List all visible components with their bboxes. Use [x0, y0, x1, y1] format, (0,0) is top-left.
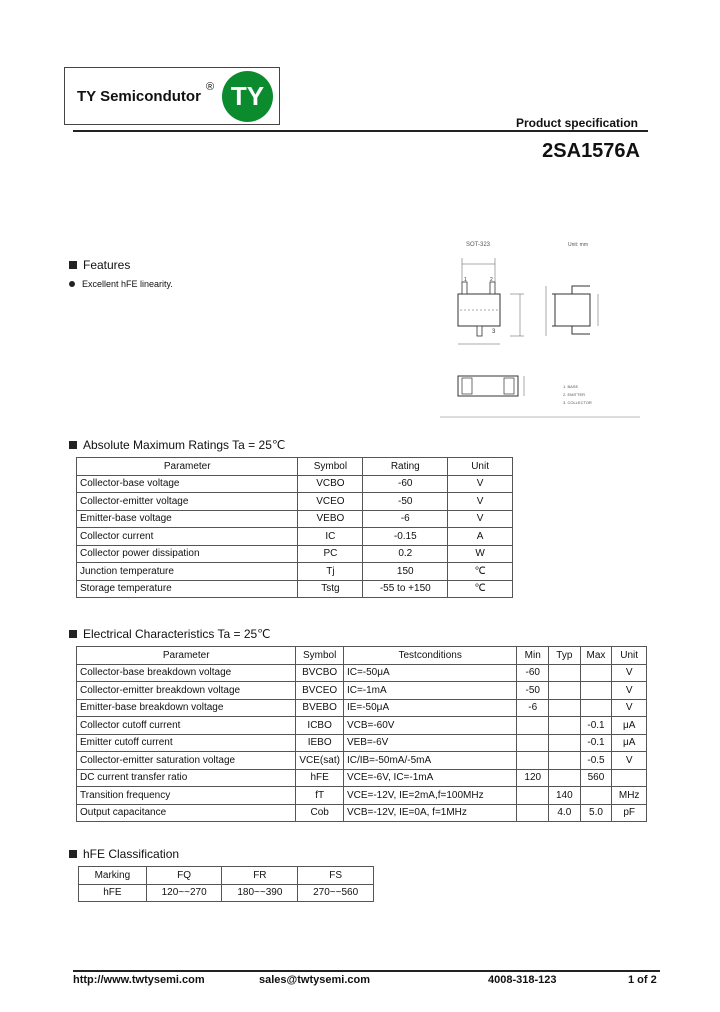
table-cell: 180~~390: [222, 884, 298, 902]
elec-heading: [69, 627, 271, 641]
table-cell: -6: [517, 699, 549, 717]
table-cell: [517, 787, 549, 805]
table-cell: [549, 664, 581, 682]
table-cell: fT: [296, 787, 344, 805]
table-cell: V: [612, 699, 647, 717]
table-cell: hFE: [296, 769, 344, 787]
table-cell: μA: [612, 734, 647, 752]
table-cell: -0.1: [580, 734, 612, 752]
table-row: [77, 580, 513, 598]
table-cell: [580, 682, 612, 700]
table-cell: [580, 664, 612, 682]
table-cell: [580, 787, 612, 805]
package-outline-diagram: [440, 236, 640, 418]
square-bullet-icon: [69, 261, 77, 269]
table-header: Symbol: [298, 458, 363, 476]
table-cell: Output capacitance: [77, 804, 296, 822]
square-bullet-icon: [69, 441, 77, 449]
table-cell: Cob: [296, 804, 344, 822]
table-cell: W: [448, 545, 513, 563]
table-cell: V: [448, 510, 513, 528]
table-row: [77, 699, 647, 717]
table-cell: -55 to +150: [363, 580, 448, 598]
legend-emitter: 2. EMITTER: [563, 392, 586, 397]
table-cell: VEBO: [298, 510, 363, 528]
table-header: Rating: [363, 458, 448, 476]
table-cell: IEBO: [296, 734, 344, 752]
package-drawing: [440, 236, 640, 418]
table-header-row: [77, 458, 513, 476]
table-cell: -60: [517, 664, 549, 682]
features-title: Features: [83, 258, 131, 272]
table-cell: μA: [612, 717, 647, 735]
table-header: FR: [222, 867, 298, 885]
table-cell: [517, 752, 549, 770]
website-link[interactable]: http://www.twtysemi.com: [73, 974, 205, 986]
table-cell: -6: [363, 510, 448, 528]
table-cell: Emitter cutoff current: [77, 734, 296, 752]
email-link[interactable]: sales@twtysemi.com: [259, 974, 370, 986]
table-cell: VCBO: [298, 475, 363, 493]
table-cell: [549, 734, 581, 752]
package-name: SOT-323: [466, 242, 491, 248]
table-header: Marking: [79, 867, 147, 885]
table-header-row: [79, 867, 374, 885]
table-header: FQ: [146, 867, 222, 885]
table-cell: Emitter-base breakdown voltage: [77, 699, 296, 717]
table-cell: V: [612, 664, 647, 682]
table-row: [77, 682, 647, 700]
table-cell: 120: [517, 769, 549, 787]
table-cell: [549, 752, 581, 770]
table-cell: Collector cutoff current: [77, 717, 296, 735]
table-cell: [612, 769, 647, 787]
features-heading: [69, 258, 130, 272]
table-row: [79, 884, 374, 902]
table-cell: [549, 682, 581, 700]
table-row: [77, 475, 513, 493]
table-cell: A: [448, 528, 513, 546]
table-row: [77, 769, 647, 787]
table-cell: ICBO: [296, 717, 344, 735]
table-row: [77, 734, 647, 752]
table-cell: -60: [363, 475, 448, 493]
table-cell: BVEBO: [296, 699, 344, 717]
table-row: [77, 752, 647, 770]
table-header: Parameter: [77, 458, 298, 476]
table-cell: IC: [298, 528, 363, 546]
table-cell: 4.0: [549, 804, 581, 822]
abs-max-title: Absolute Maximum Ratings Ta = 25℃: [83, 438, 286, 452]
table-cell: 120~~270: [146, 884, 222, 902]
table-cell: VEB=-6V: [343, 734, 517, 752]
table-cell: VCB=-12V, IE=0A, f=1MHz: [343, 804, 517, 822]
table-row: [77, 563, 513, 581]
table-cell: pF: [612, 804, 647, 822]
table-cell: -50: [517, 682, 549, 700]
table-cell: Collector-emitter saturation voltage: [77, 752, 296, 770]
table-cell: [517, 734, 549, 752]
table-row: [77, 510, 513, 528]
table-cell: Collector current: [77, 528, 298, 546]
table-row: [77, 804, 647, 822]
table-cell: -50: [363, 493, 448, 511]
table-cell: Junction temperature: [77, 563, 298, 581]
feature-item: [69, 279, 173, 289]
table-cell: 560: [580, 769, 612, 787]
table-cell: -0.15: [363, 528, 448, 546]
table-cell: V: [612, 682, 647, 700]
hfe-title: hFE Classification: [83, 847, 180, 861]
feature-text: Excellent hFE linearity.: [82, 279, 173, 289]
table-cell: [580, 699, 612, 717]
legend-collector: 3. COLLECTOR: [563, 400, 592, 405]
table-cell: BVCEO: [296, 682, 344, 700]
hfe-heading: [69, 847, 179, 861]
table-header: Symbol: [296, 647, 344, 665]
registered-mark: ®: [206, 81, 215, 93]
pin-label-2: 2: [490, 277, 493, 283]
elec-table: [76, 646, 647, 822]
table-cell: VCE=-6V, IC=-1mA: [343, 769, 517, 787]
table-cell: Collector-emitter voltage: [77, 493, 298, 511]
pin-label-1: 1: [464, 277, 467, 283]
table-cell: V: [612, 752, 647, 770]
table-cell: MHz: [612, 787, 647, 805]
table-cell: VCB=-60V: [343, 717, 517, 735]
table-cell: PC: [298, 545, 363, 563]
elec-title: Electrical Characteristics Ta = 25℃: [83, 627, 271, 641]
table-cell: BVCBO: [296, 664, 344, 682]
table-cell: 270~~560: [298, 884, 374, 902]
table-cell: ℃: [448, 563, 513, 581]
table-cell: 5.0: [580, 804, 612, 822]
phone-number: 4008-318-123: [488, 974, 557, 986]
table-cell: V: [448, 475, 513, 493]
table-cell: Storage temperature: [77, 580, 298, 598]
table-header: Unit: [448, 458, 513, 476]
table-cell: 0.2: [363, 545, 448, 563]
table-cell: [549, 769, 581, 787]
table-row: [77, 717, 647, 735]
round-bullet-icon: [69, 281, 75, 287]
legend-base: 1. BASE: [563, 384, 579, 389]
table-header-row: [77, 647, 647, 665]
table-cell: IC=-1mA: [343, 682, 517, 700]
product-specification-label: Product specification: [515, 116, 638, 130]
table-cell: [549, 699, 581, 717]
table-cell: Emitter-base voltage: [77, 510, 298, 528]
table-cell: DC current transfer ratio: [77, 769, 296, 787]
table-cell: Tstg: [298, 580, 363, 598]
table-cell: VCE=-12V, IE=2mA,f=100MHz: [343, 787, 517, 805]
square-bullet-icon: [69, 630, 77, 638]
square-bullet-icon: [69, 850, 77, 858]
table-cell: IE=-50μA: [343, 699, 517, 717]
table-cell: ℃: [448, 580, 513, 598]
table-cell: 150: [363, 563, 448, 581]
table-row: [77, 493, 513, 511]
table-cell: [549, 717, 581, 735]
pin-label-3: 3: [492, 329, 496, 335]
table-cell: -0.1: [580, 717, 612, 735]
company-name: TY Semicondutor: [77, 88, 201, 105]
table-cell: Collector-emitter breakdown voltage: [77, 682, 296, 700]
table-row: [77, 664, 647, 682]
table-row: [77, 528, 513, 546]
footer-divider: [73, 970, 660, 972]
table-row: [77, 545, 513, 563]
unit-label: Unit: mm: [568, 242, 588, 248]
company-logo-box: [64, 67, 280, 125]
table-cell: -0.5: [580, 752, 612, 770]
page-number: 1 of 2: [628, 974, 657, 986]
table-cell: [517, 804, 549, 822]
hfe-table: [78, 866, 374, 902]
abs-max-table: [76, 457, 513, 598]
table-cell: V: [448, 493, 513, 511]
table-cell: VCE(sat): [296, 752, 344, 770]
table-cell: Collector-base voltage: [77, 475, 298, 493]
table-cell: Collector-base breakdown voltage: [77, 664, 296, 682]
table-cell: IC/IB=-50mA/-5mA: [343, 752, 517, 770]
table-cell: Transition frequency: [77, 787, 296, 805]
table-header: Unit: [612, 647, 647, 665]
ty-logo-icon: [222, 71, 273, 122]
table-cell: Collector power dissipation: [77, 545, 298, 563]
table-header: Max: [580, 647, 612, 665]
table-header: Parameter: [77, 647, 296, 665]
table-cell: IC=-50μA: [343, 664, 517, 682]
table-cell: VCEO: [298, 493, 363, 511]
table-cell: 140: [549, 787, 581, 805]
table-header: Min: [517, 647, 549, 665]
table-row: [77, 787, 647, 805]
header-divider: [73, 130, 648, 132]
abs-max-heading: [69, 438, 285, 452]
table-header: Testconditions: [343, 647, 517, 665]
table-header: Typ: [549, 647, 581, 665]
logo-text: TY: [230, 81, 265, 111]
table-cell: hFE: [79, 884, 147, 902]
table-header: FS: [298, 867, 374, 885]
part-number: 2SA1576A: [542, 140, 640, 162]
table-cell: [517, 717, 549, 735]
table-cell: Tj: [298, 563, 363, 581]
